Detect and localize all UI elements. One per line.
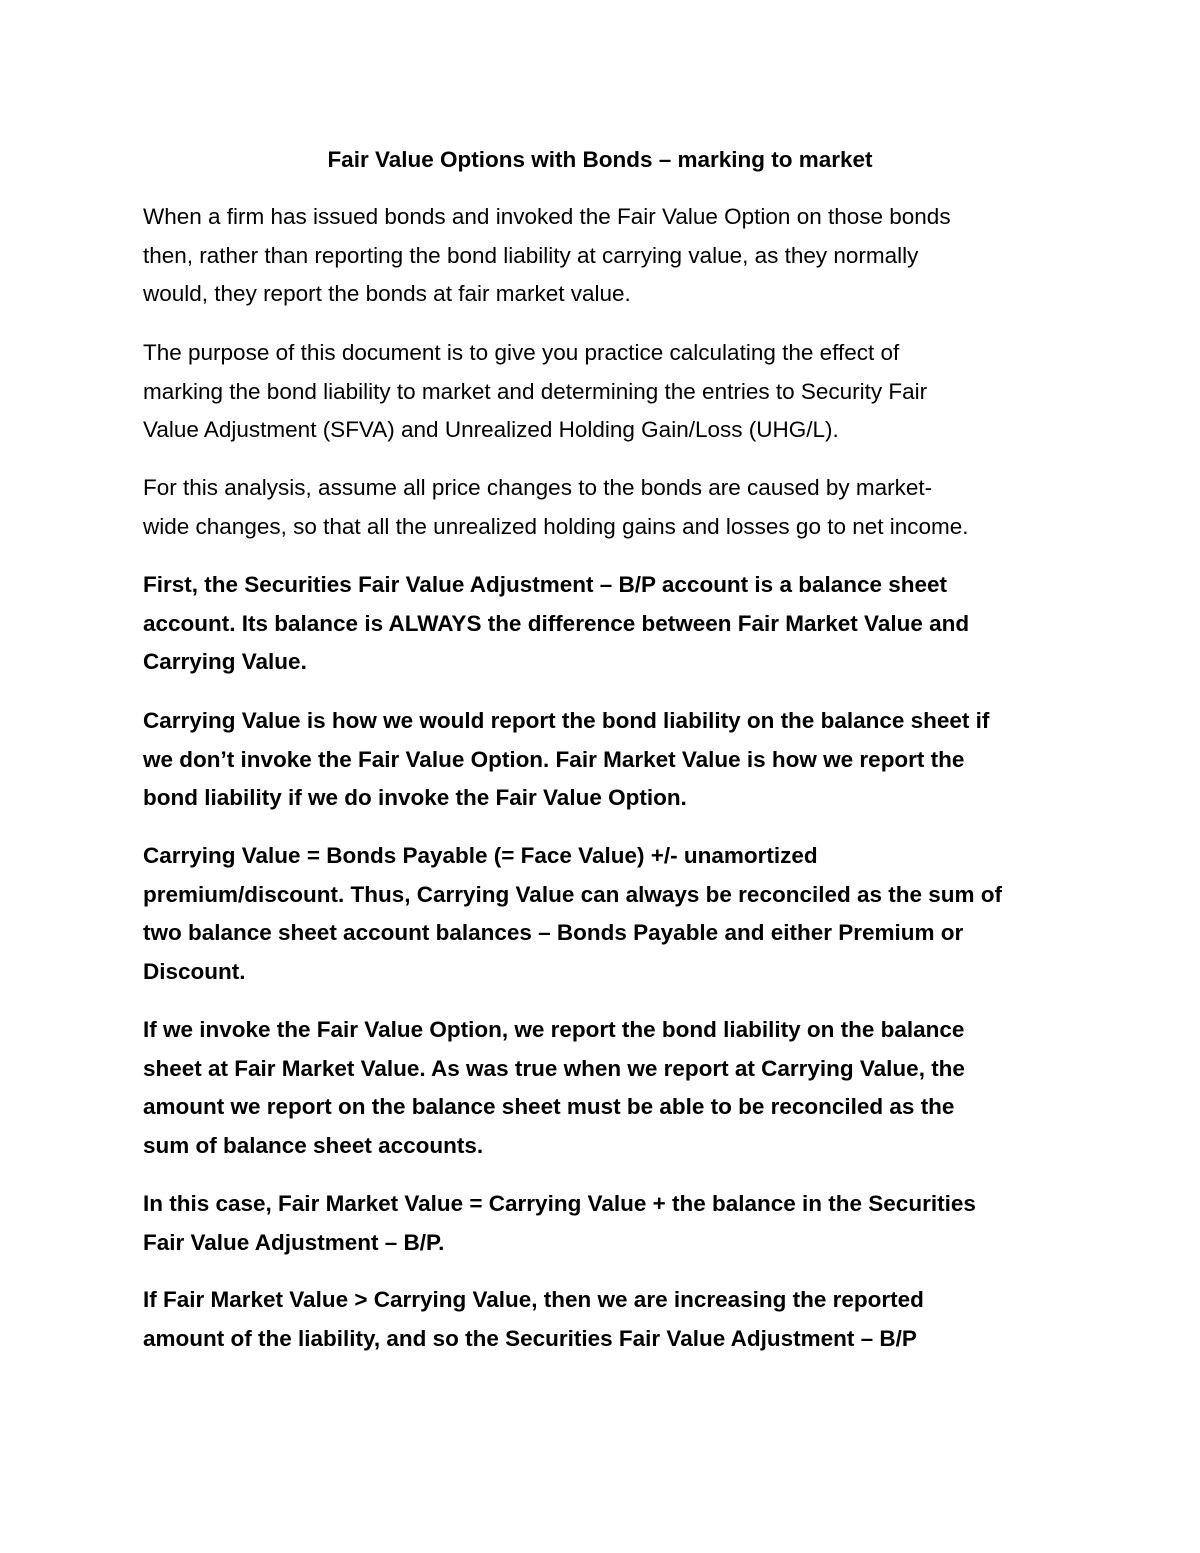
paragraph-line: For this analysis, assume all price changes to the bonds are caused by market-	[143, 475, 933, 500]
paragraph-line: two balance sheet account balances – Bonds Payable and either Premium or	[143, 920, 964, 946]
paragraph-line: If Fair Market Value > Carrying Value, then we are increasing the reported	[143, 1287, 924, 1312]
paragraph-line: Carrying Value = Bonds Payable (= Face Value) +/- unamortized	[143, 843, 818, 868]
paragraph-line: sum of balance sheet accounts.	[143, 1133, 484, 1159]
paragraph-line: Carrying Value.	[143, 649, 307, 675]
paragraph-increasing-liability	[143, 1281, 924, 1358]
paragraph-line: First, the Securities Fair Value Adjustment – B/P account is a balance sheet	[143, 572, 948, 597]
paragraph-purpose	[143, 334, 927, 450]
paragraph-carrying-value-formula	[143, 837, 1002, 992]
paragraph-line: premium/discount. Thus, Carrying Value can always be reconciled as the sum of	[143, 881, 1002, 907]
paragraph-line: then, rather than reporting the bond liability at carrying value, as they normally	[143, 242, 919, 268]
paragraph-line: account. Its balance is ALWAYS the difference between Fair Market Value and	[143, 610, 970, 636]
paragraph-line: When a firm has issued bonds and invoked the Fair Value Option on those bonds	[143, 204, 951, 229]
paragraph-line: Discount.	[143, 959, 246, 985]
paragraph-intro	[143, 198, 951, 314]
paragraph-line: amount of the liability, and so the Securities Fair Value Adjustment – B/P	[143, 1325, 917, 1351]
paragraph-line: amount we report on the balance sheet must be able to be reconciled as the	[143, 1094, 955, 1120]
paragraph-line: wide changes, so that all the unrealized holding gains and losses go to net income.	[143, 513, 969, 539]
paragraph-line: sheet at Fair Market Value. As was true when we report at Carrying Value, the	[143, 1055, 965, 1081]
paragraph-sfva-definition	[143, 566, 969, 682]
paragraph-line: Fair Value Adjustment – B/P.	[143, 1229, 445, 1255]
paragraph-line: marking the bond liability to market and determining the entries to Security Fair	[143, 378, 928, 404]
document-title: Fair Value Options with Bonds – marking to market	[327, 147, 873, 172]
paragraph-carrying-value	[143, 702, 989, 818]
paragraph-fair-market-value-formula	[143, 1185, 976, 1262]
paragraph-assumption	[143, 469, 969, 546]
paragraph-line: would, they report the bonds at fair market value.	[143, 281, 631, 307]
paragraph-line: If we invoke the Fair Value Option, we report the bond liability on the balance	[143, 1017, 965, 1042]
paragraph-line: The purpose of this document is to give you practice calculating the effect of	[143, 340, 900, 365]
paragraph-fair-value-option	[143, 1011, 965, 1166]
paragraph-line: we don’t invoke the Fair Value Option. Fair Market Value is how we report the	[143, 746, 965, 772]
paragraph-line: Value Adjustment (SFVA) and Unrealized Holding Gain/Loss (UHG/L).	[143, 417, 839, 443]
paragraph-line: In this case, Fair Market Value = Carrying Value + the balance in the Securities	[143, 1191, 976, 1216]
paragraph-line: bond liability if we do invoke the Fair Value Option.	[143, 785, 687, 811]
paragraph-line: Carrying Value is how we would report the bond liability on the balance sheet if	[143, 708, 990, 733]
